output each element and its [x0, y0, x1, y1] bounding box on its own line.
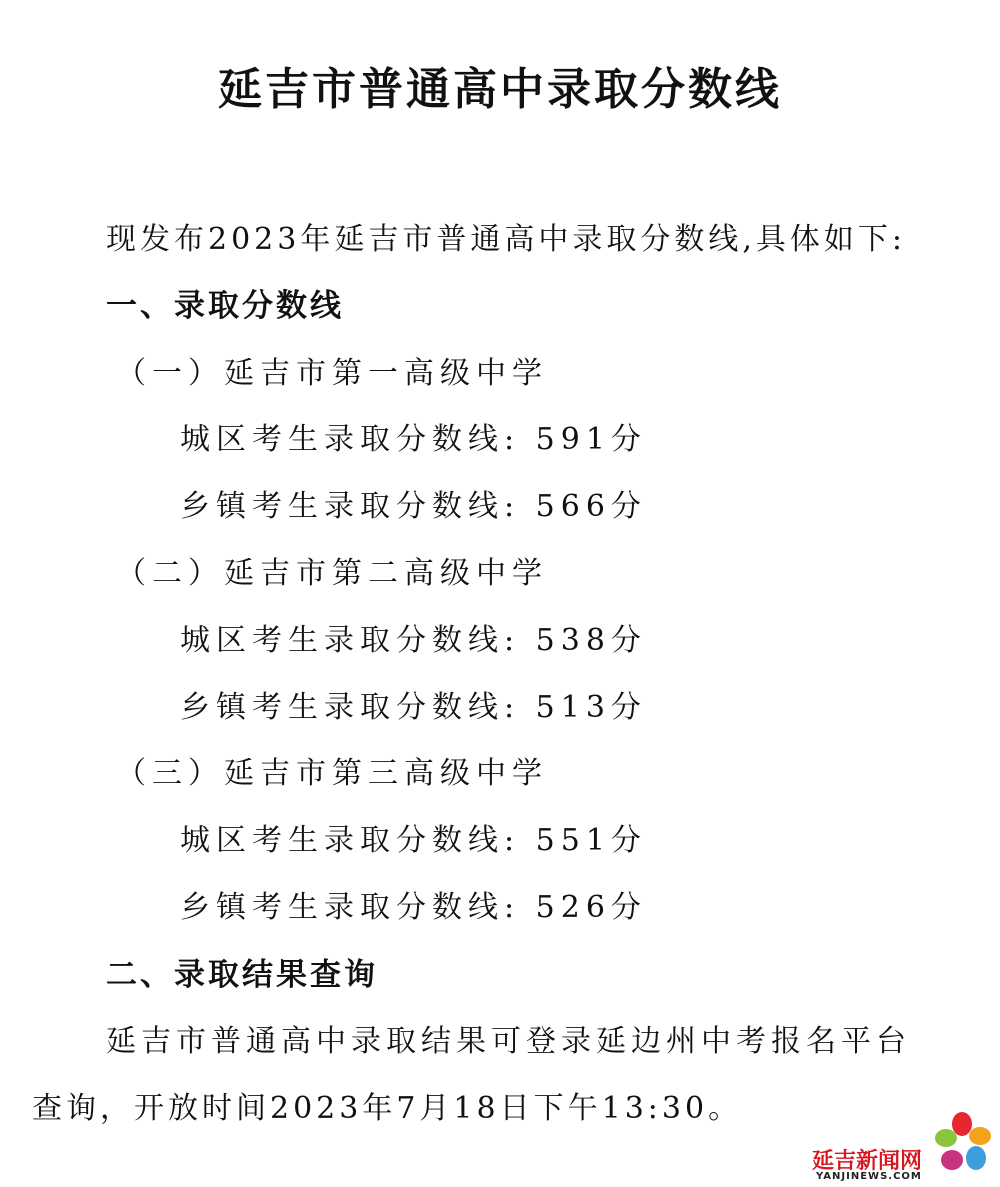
rural-score-line-second: 乡镇考生录取分数线: 513分 — [180, 690, 647, 725]
watermark-logo — [808, 1110, 998, 1185]
rural-score-line-first: 乡镇考生录取分数线: 566分 — [180, 489, 647, 524]
school-name-second: （二）延吉市第二高级中学 — [116, 556, 548, 591]
watermark-site-url: YANJINEWS.COM — [816, 1171, 922, 1182]
urban-score-line-third: 城区考生录取分数线: 551分 — [180, 823, 647, 858]
section-heading-result-query: 二、录取结果查询 — [106, 957, 378, 993]
query-paragraph-line-1: 延吉市普通高中录取结果可登录延边州中考报名平台 — [106, 1024, 911, 1059]
intro-paragraph: 现发布2023年延吉市普通高中录取分数线,具体如下: — [106, 222, 906, 257]
school-name-first: （一）延吉市第一高级中学 — [116, 356, 548, 391]
rural-score-line-third: 乡镇考生录取分数线: 526分 — [180, 890, 647, 925]
watermark-site-name: 延吉新闻网 — [812, 1148, 923, 1174]
flower-petals-icon — [926, 1110, 996, 1182]
school-name-third: （三）延吉市第三高级中学 — [116, 756, 548, 791]
page-title: 延吉市普通高中录取分数线 — [218, 64, 782, 115]
urban-score-line-first: 城区考生录取分数线: 591分 — [180, 422, 647, 457]
urban-score-line-second: 城区考生录取分数线: 538分 — [180, 623, 647, 658]
query-paragraph-line-2: 查询，开放时间2023年7月18日下午13:30。 — [32, 1091, 743, 1126]
section-heading-admission-lines: 一、录取分数线 — [106, 288, 344, 324]
